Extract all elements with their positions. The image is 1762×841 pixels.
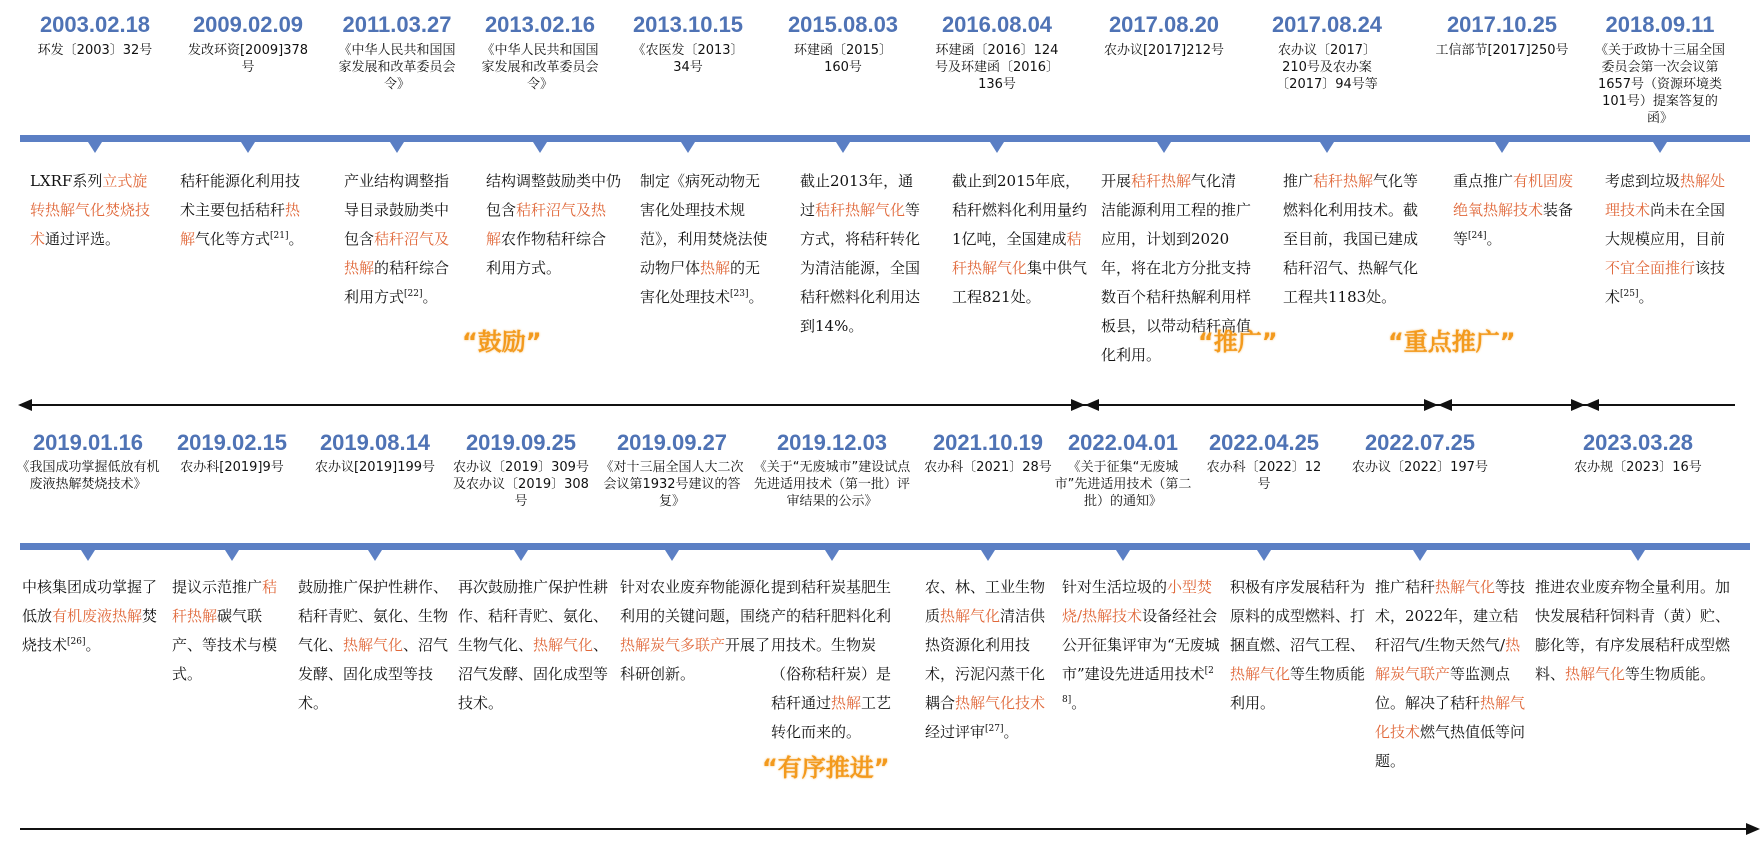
event-date: 2019.01.16: [32, 430, 144, 455]
event-document-number: 《中华人民共和国国家发展和改革委员会令》: [481, 43, 599, 92]
event-document-number: 《关于征集“无废城市”先进适用技术（第二批）的通知》: [1054, 460, 1192, 509]
event-document-number: 《关于“无废城市”建设试点先进适用技术（第一批）评审结果的公示》: [753, 460, 911, 509]
highlighted-term: 秸秆热解气化: [815, 201, 906, 219]
highlighted-term: 热解气化: [1435, 578, 1496, 596]
citation-ref: [27]: [985, 724, 1004, 734]
description-text: 燃气热值低等问题。: [1375, 723, 1526, 770]
event-document-number: 农办议〔2019〕309号及农办议〔2019〕308号: [453, 460, 589, 509]
event-document-number: 工信部节[2017]250号: [1435, 43, 1569, 58]
timeline-bar: [20, 543, 1750, 550]
timeline-tick-icon: [665, 550, 679, 561]
description-text: 秸秆能源化利用技术主要包括秸秆: [180, 172, 301, 219]
event-date: 2017.08.24: [1271, 12, 1383, 37]
description-text: 鼓励推广保护性耕作、秸秆青贮、氨化、生物气化、: [298, 578, 449, 654]
description-text: 。: [1638, 288, 1654, 306]
description-text: 。: [422, 288, 438, 306]
event-date: 2017.08.20: [1108, 12, 1220, 37]
stage-label: “推广”: [1198, 328, 1278, 356]
event-date: 2019.08.14: [319, 430, 431, 455]
highlighted-term: 热解: [831, 694, 862, 712]
event-document-number: 环发〔2003〕32号: [37, 43, 153, 58]
description-text: 集中供气工程821处。: [952, 259, 1088, 306]
event-document-number: 环建函〔2016〕124号及环建函〔2016〕136号: [934, 43, 1060, 92]
description-text: 。: [748, 288, 764, 306]
citation-ref: [22]: [404, 289, 423, 299]
timeline-tick-icon: [981, 550, 995, 561]
description-text: 推广: [1283, 172, 1314, 190]
event-document-number: 农办议〔2017〕210号及农办案〔2017〕94号等: [1276, 43, 1378, 92]
description-text: 经过评审: [925, 723, 986, 741]
description-text: 。: [1003, 723, 1019, 741]
description-text: 。: [288, 230, 304, 248]
event-date: 2019.09.25: [465, 430, 577, 455]
highlighted-term: 不宜全面推行: [1605, 259, 1696, 277]
description-text: 的无害化处理技术: [640, 259, 761, 306]
description-text: 再次鼓励推广保护性耕作、秸秆青贮、氨化、生物气化、: [458, 578, 609, 654]
description-text: 气化等燃料化利用技术。截至目前，我国已建成秸秆沼气、热解气化工程共1183处。: [1283, 172, 1419, 306]
description-text: 等方式，将秸秆转化为清洁能源，全国秸秆燃料化利用达到14%。: [800, 201, 921, 335]
event-document-number: 《我国成功掌握低放有机废液热解焚烧技术》: [16, 460, 160, 492]
description-text: 等技术，2022年，建立秸秆沼气/生物天然气/: [1375, 578, 1526, 654]
description-text: 针对农业废弃物能源化利用的关键问题，围绕: [620, 578, 771, 625]
description-text: 中核集团成功掌握了低放: [22, 578, 158, 625]
event-description: [1230, 573, 1368, 718]
description-text: 该技术: [1605, 259, 1726, 306]
description-text: 推广秸秆: [1375, 578, 1436, 596]
event-description: [620, 573, 772, 689]
description-text: 积极有序发展秸秆为原料的成型燃料、打捆直燃、沼气工程、: [1230, 578, 1366, 654]
event-description: [1535, 573, 1735, 689]
stage-label: “鼓励”: [462, 328, 542, 356]
event-document-number: 农办科[2019]9号: [180, 460, 284, 475]
event-description: [172, 573, 287, 689]
event-date: 2011.03.27: [342, 12, 452, 37]
timeline-tick-icon: [514, 550, 528, 561]
event-document-number: 《农医发〔2013〕34号: [632, 43, 744, 75]
event-description: [458, 573, 618, 718]
citation-ref: [28]: [1062, 666, 1214, 705]
highlighted-term: 热解气化: [1565, 665, 1626, 683]
event-document-number: 发改环资[2009]378号: [187, 43, 309, 75]
event-date: 2009.02.09: [192, 12, 304, 37]
arrow-right-icon: [1746, 823, 1760, 835]
event-date: 2022.04.25: [1208, 430, 1320, 455]
event-date: 2022.07.25: [1364, 430, 1476, 455]
highlighted-term: 热解气化技术: [955, 694, 1046, 712]
event-document-number: 农办规〔2023〕16号: [1574, 460, 1702, 475]
event-document-number: 《对十三届全国人大二次会议第1932号建议的答复》: [600, 460, 744, 509]
citation-ref: [24]: [1468, 231, 1487, 241]
citation-ref: [23]: [730, 289, 749, 299]
highlighted-term: 小型焚烧/热解技术: [1062, 578, 1213, 625]
description-text: 农作物秸秆综合利用方式。: [486, 230, 607, 277]
description-text: 装备等: [1453, 201, 1574, 248]
citation-ref: [25]: [1620, 289, 1639, 299]
description-text: 气化等方式: [195, 230, 271, 248]
description-text: 尚未在全国大规模应用，目前: [1605, 201, 1726, 248]
description-text: 提议示范推广: [172, 578, 263, 596]
event-description: [22, 573, 167, 660]
highlighted-term: 热解: [180, 201, 301, 248]
event-description: [925, 573, 1058, 747]
stage-label: “重点推广”: [1388, 328, 1516, 356]
description-text: 碳气联产、等技术与模式。: [172, 607, 278, 683]
timeline-tick-icon: [1257, 550, 1271, 561]
highlighted-term: 秸秆沼气及热解: [486, 201, 607, 248]
event-date: 2019.12.03: [776, 430, 888, 455]
description-text: 。: [85, 636, 101, 654]
highlighted-term: 秸秆热解: [1313, 172, 1374, 190]
event-date: 2021.10.19: [932, 430, 1044, 455]
timeline-tick-icon: [81, 550, 95, 561]
event-document-number: 农办议[2017]212号: [1103, 43, 1225, 58]
description-text: 开展了科研创新。: [620, 636, 771, 683]
timeline-tick-icon: [1116, 550, 1130, 561]
timeline-tick-icon: [225, 550, 239, 561]
description-text: 设备经社会公开征集评审为“无废城市”建设先进适用技术: [1062, 607, 1220, 683]
description-text: 推进农业废弃物全量利用。加快发展秸秆饲料青（黄）贮、膨化等，有序发展秸秆成型燃料、: [1535, 578, 1731, 683]
event-date: 2019.02.15: [176, 430, 288, 455]
event-document-number: 农办议〔2022〕197号: [1352, 460, 1488, 475]
event-document-number: 农办科〔2021〕28号: [924, 460, 1052, 475]
event-document-number: 《中华人民共和国国家发展和改革委员会令》: [338, 43, 456, 92]
description-text: 焚烧技术: [22, 607, 158, 654]
highlighted-term: 热解处理技术: [1605, 172, 1726, 219]
event-document-number: 环建函〔2015〕160号: [793, 43, 893, 75]
timeline-tick-icon: [825, 550, 839, 561]
citation-ref: [21]: [270, 231, 289, 241]
event-description: [1062, 573, 1227, 718]
description-text: 提到秸秆炭基肥生产的秸秆肥料化利用技术。生物炭（俗称秸秆炭）是秸秆通过: [771, 578, 892, 712]
description-text: 、沼气发酵、固化成型等技术。: [458, 636, 609, 712]
description-text: 。: [1486, 230, 1502, 248]
description-text: 农、林、工业生物质: [925, 578, 1046, 625]
description-text: 结构调整鼓励类中仍包含: [486, 172, 622, 219]
description-text: 截止2013年，通过: [800, 172, 914, 219]
highlighted-term: 立式旋转热解气化焚烧技术: [30, 172, 151, 248]
highlighted-term: 热解气化: [940, 607, 1001, 625]
description-text: 等生物质能利用。: [1230, 665, 1366, 712]
description-text: 截止到2015年底，秸秆燃料化利用量约1亿吨，全国建成: [952, 172, 1088, 248]
description-text: 清洁供热资源化利用技术，污泥闪蒸干化耦合: [925, 607, 1046, 712]
highlighted-term: 秸秆沼气及热解: [344, 230, 450, 277]
description-text: 等监测点位。解决了秸秆: [1375, 665, 1511, 712]
description-text: 等生物质能。: [1625, 665, 1716, 683]
event-description: [771, 573, 903, 747]
highlighted-term: 有机固废绝氧热解技术: [1453, 172, 1574, 219]
event-date: 2023.03.28: [1582, 430, 1694, 455]
highlighted-term: 热解炭气多联产: [620, 636, 726, 654]
description-text: 。: [1071, 694, 1087, 712]
event-date: 2015.08.03: [787, 12, 899, 37]
description-text: 、沼气发酵、固化成型等技术。: [298, 636, 449, 712]
event-date: 2013.10.15: [632, 12, 744, 37]
highlighted-term: 秸秆热解气化: [952, 230, 1082, 277]
event-document-number: 农办议[2019]199号: [314, 460, 436, 475]
timeline-tick-icon: [1413, 550, 1427, 561]
event-date: 2017.10.25: [1446, 12, 1558, 37]
description-text: 重点推广: [1453, 172, 1514, 190]
description-text: 产业结构调整指导目录鼓励类中包含: [344, 172, 450, 248]
highlighted-term: 有机废液热解: [52, 607, 143, 625]
description-text: 气化清洁能源利用工程的推广应用，计划到2020年，将在北方分批支持数百个秸秆热解利用样板县，以带动秸秆高值化利用。: [1101, 172, 1252, 364]
highlighted-term: 热解气化: [343, 636, 404, 654]
event-date: 2016.08.04: [941, 12, 1053, 37]
event-date: 2003.02.18: [39, 12, 151, 37]
description-text: 开展: [1101, 172, 1132, 190]
event-date: 2019.09.27: [616, 430, 728, 455]
event-description: [298, 573, 458, 718]
event-date: 2018.09.11: [1605, 12, 1715, 37]
highlighted-term: 热解气化技术: [1375, 694, 1526, 741]
description-text: 针对生活垃圾的: [1062, 578, 1168, 596]
highlighted-term: 热解气化: [1230, 665, 1291, 683]
event-date: 2013.02.16: [484, 12, 596, 37]
highlighted-term: 热解: [700, 259, 731, 277]
stage-label: “有序推进”: [762, 754, 890, 782]
event-description: [1375, 573, 1530, 776]
description-text: 工艺转化而来的。: [771, 694, 892, 741]
description-text: 通过评选。: [45, 230, 121, 248]
timeline-tick-icon: [368, 550, 382, 561]
description-text: 考虑到垃圾: [1605, 172, 1681, 190]
highlighted-term: 热解炭气联产: [1375, 636, 1521, 683]
event-document-number: 《关于政协十三届全国委员会第一次会议第1657号（资源环境类101号）提案答复的函》: [1595, 43, 1726, 126]
highlighted-term: 秸秆热解: [1131, 172, 1192, 190]
highlighted-term: 秸秆热解: [172, 578, 278, 625]
description-text: 制定《病死动物无害化处理技术规范》，利用焚烧法使动物尸体: [640, 172, 768, 277]
description-text: LXRF系列: [30, 172, 103, 190]
event-document-number: 农办科〔2022〕12号: [1206, 460, 1322, 492]
citation-ref: [26]: [67, 637, 86, 647]
description-text: 的秸秆综合利用方式: [344, 259, 450, 306]
stage-axis-line: [20, 828, 1748, 830]
event-date: 2022.04.01: [1067, 430, 1179, 455]
highlighted-term: 热解气化: [533, 636, 594, 654]
timeline-tick-icon: [1631, 550, 1645, 561]
